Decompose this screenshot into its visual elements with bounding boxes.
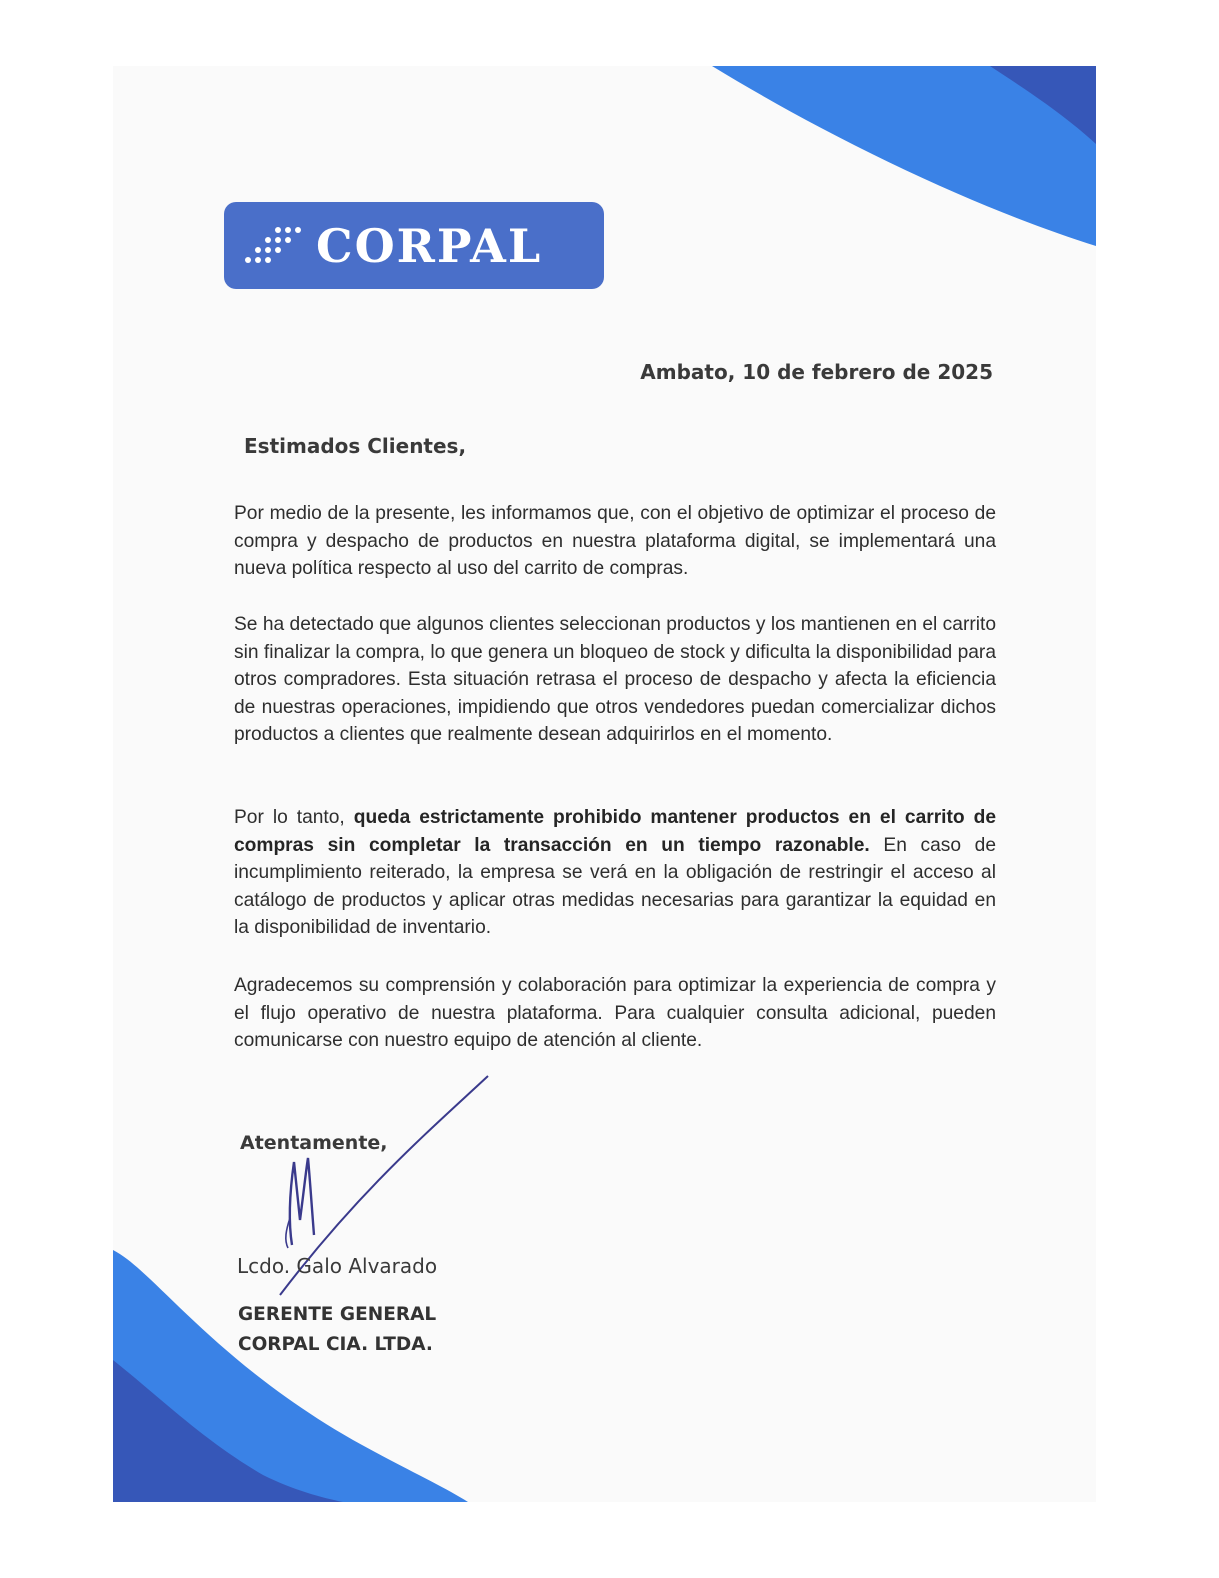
signer-name: Lcdo. Galo Alvarado (237, 1254, 438, 1278)
letter-closing: Atentamente, (240, 1132, 388, 1154)
paragraph-3-rest: En caso de incumplimiento reiterado, la empresa se verá en la obligación de restringir el acceso al catálogo de productos y aplicar otras medidas necesarias para garantizar la equidad en la disponibilidad de inventario. (234, 834, 996, 939)
letter-greeting: Estimados Clientes, (244, 434, 467, 458)
signer-title: GERENTE GENERAL (238, 1304, 437, 1325)
letter-date: Ambato, 10 de febrero de 2025 (640, 360, 993, 384)
logo-text: CORPAL (316, 218, 543, 273)
logo-dots-icon (244, 226, 302, 266)
paragraph-2: Se ha detectado que algunos clientes seleccionan productos y los mantienen en el carrito sin finalizar la compra, lo que genera un bloqueo de stock y dificulta la disponibilidad para otros compradores. Esta situación retrasa el proceso de despacho y afecta la eficiencia de nuestras operaciones, impidiendo que otros vendedores puedan comercializar dichos productos a clientes que realmente desean adquirirlos en el momento. (234, 614, 996, 746)
corpal-logo (224, 202, 604, 289)
company-name: CORPAL CIA. LTDA. (238, 1334, 433, 1355)
paragraph-3-emphasis: queda estrictamente prohibido mantener productos en el carrito de compras sin completar la transacción en un tiempo razonable. (234, 807, 996, 856)
top-right-swoosh (700, 66, 1096, 248)
paragraph-3 (234, 804, 996, 942)
paragraph-4: Agradecemos su comprensión y colaboración para optimizar la experiencia de compra y el flujo operativo de nuestra plataforma. Para cualquier consulta adicional, pueden comunicarse con nuestro equipo de atención al cliente. (234, 975, 996, 1052)
paragraph-1: Por medio de la presente, les informamos que, con el objetivo de optimizar el proceso de compra y despacho de productos en nuestra plataforma digital, se implementará una nueva política respecto al uso del carrito de compras. (234, 503, 996, 580)
paragraph-3-intro: Por lo tanto, (234, 807, 354, 828)
